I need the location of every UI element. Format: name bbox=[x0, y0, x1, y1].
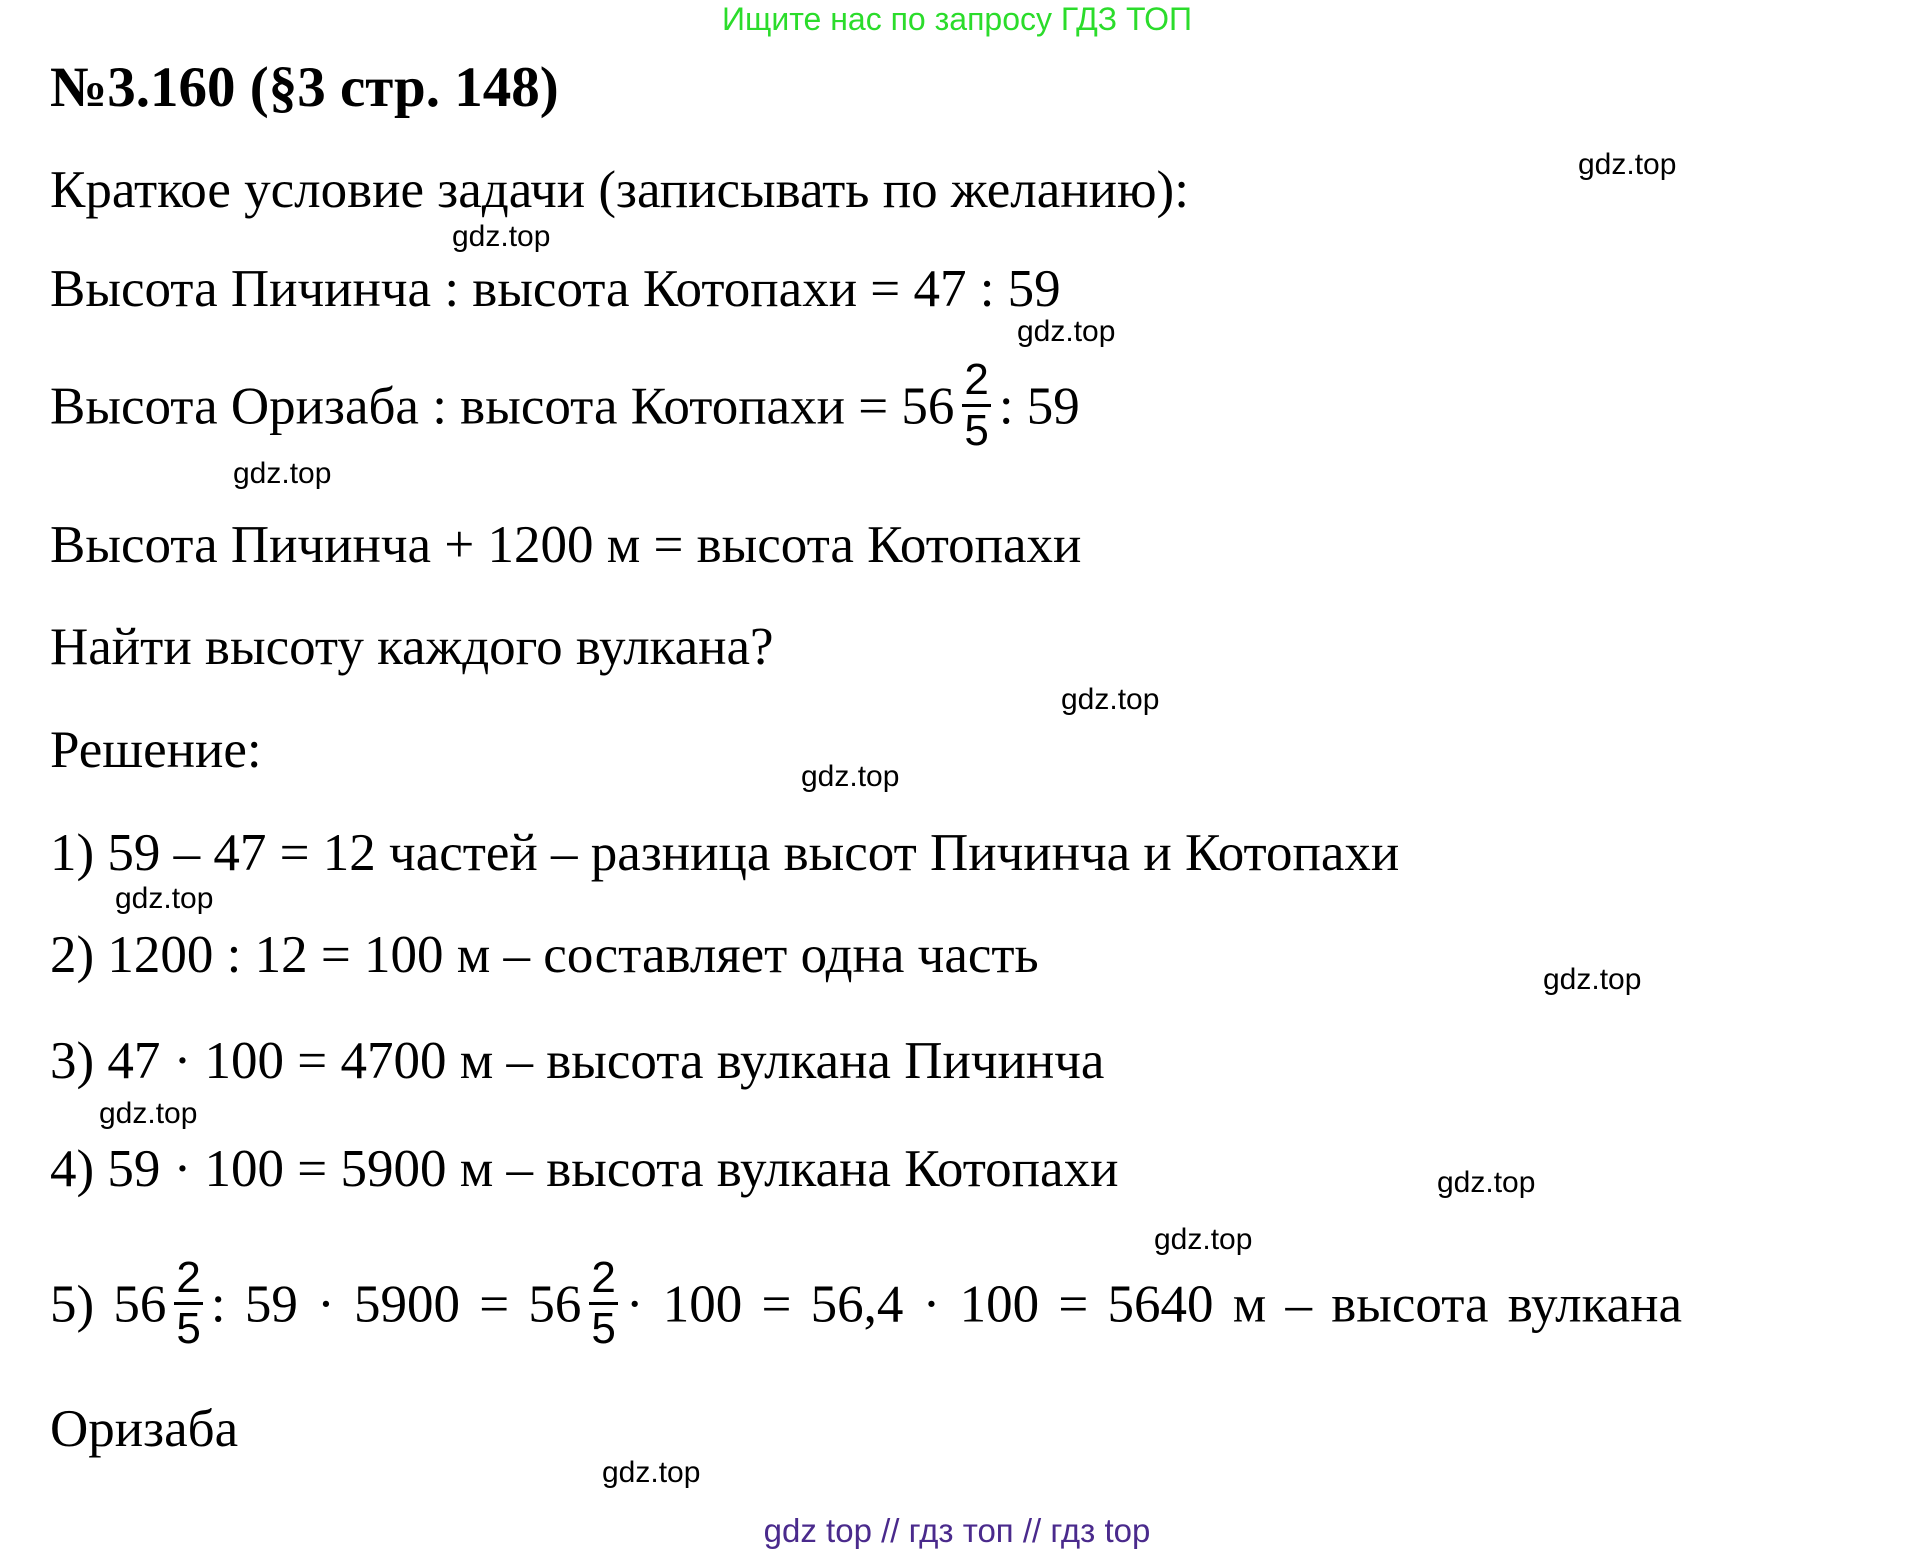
page-title: №3.160 (§3 стр. 148) bbox=[50, 56, 559, 119]
watermark: gdz.top bbox=[1017, 315, 1116, 348]
footer-links: gdz top // гдз топ // гдз top bbox=[763, 1512, 1151, 1549]
solution-step-4: 4) 59 · 100 = 5900 м – высота вулкана Котопахи bbox=[50, 1140, 1119, 1198]
fraction bbox=[962, 356, 990, 455]
condition-question: Найти высоту каждого вулкана? bbox=[50, 618, 774, 676]
ratio-2-prefix: Высота Оризаба : высота Котопахи = 56 bbox=[50, 377, 955, 436]
fraction-numerator: 2 bbox=[962, 356, 990, 407]
fraction bbox=[589, 1254, 617, 1353]
solution-step-2: 2) 1200 : 12 = 100 м – составляет одна часть bbox=[50, 926, 1039, 984]
fraction-numerator: 2 bbox=[589, 1254, 617, 1305]
fraction bbox=[174, 1254, 202, 1353]
watermark: gdz.top bbox=[1543, 963, 1642, 996]
watermark: gdz.top bbox=[1437, 1166, 1536, 1199]
ratio-2-suffix: : 59 bbox=[998, 377, 1080, 436]
fraction-numerator: 2 bbox=[174, 1254, 202, 1305]
watermark: gdz.top bbox=[99, 1097, 198, 1130]
step-5-part-c: · 100 = 56,4 · 100 = 5640 м – высота вулкана bbox=[625, 1275, 1682, 1334]
solution-step-3: 3) 47 · 100 = 4700 м – высота вулкана Пичинча bbox=[50, 1032, 1105, 1090]
watermark: gdz.top bbox=[1061, 683, 1160, 716]
condition-difference: Высота Пичинча + 1200 м = высота Котопахи bbox=[50, 516, 1082, 574]
watermark: gdz.top bbox=[1578, 148, 1677, 181]
step-5-part-b: : 59 · 5900 = 56 bbox=[210, 1275, 582, 1334]
watermark: gdz.top bbox=[233, 457, 332, 490]
watermark: gdz.top bbox=[115, 882, 214, 915]
watermark: gdz.top bbox=[1154, 1223, 1253, 1256]
solution-step-5 bbox=[50, 1253, 1682, 1359]
fraction-denominator: 5 bbox=[964, 406, 989, 455]
solution-label: Решение: bbox=[50, 721, 262, 779]
step-5-part-a: 5) 56 bbox=[50, 1275, 167, 1334]
fraction-denominator: 5 bbox=[591, 1304, 616, 1353]
search-banner: Ищите нас по запросу ГДЗ ТОП bbox=[722, 1, 1192, 37]
fraction-denominator: 5 bbox=[176, 1304, 201, 1353]
watermark: gdz.top bbox=[452, 220, 551, 253]
solution-step-1: 1) 59 – 47 = 12 частей – разница высот Пичинча и Котопахи bbox=[50, 824, 1400, 882]
condition-intro: Краткое условие задачи (записывать по желанию): bbox=[50, 161, 1189, 219]
condition-ratio-2 bbox=[50, 355, 1080, 461]
watermark: gdz.top bbox=[602, 1456, 701, 1489]
condition-ratio-1: Высота Пичинча : высота Котопахи = 47 : 59 bbox=[50, 260, 1061, 318]
watermark: gdz.top bbox=[801, 760, 900, 793]
solution-step-5-continued: Оризаба bbox=[50, 1400, 239, 1458]
